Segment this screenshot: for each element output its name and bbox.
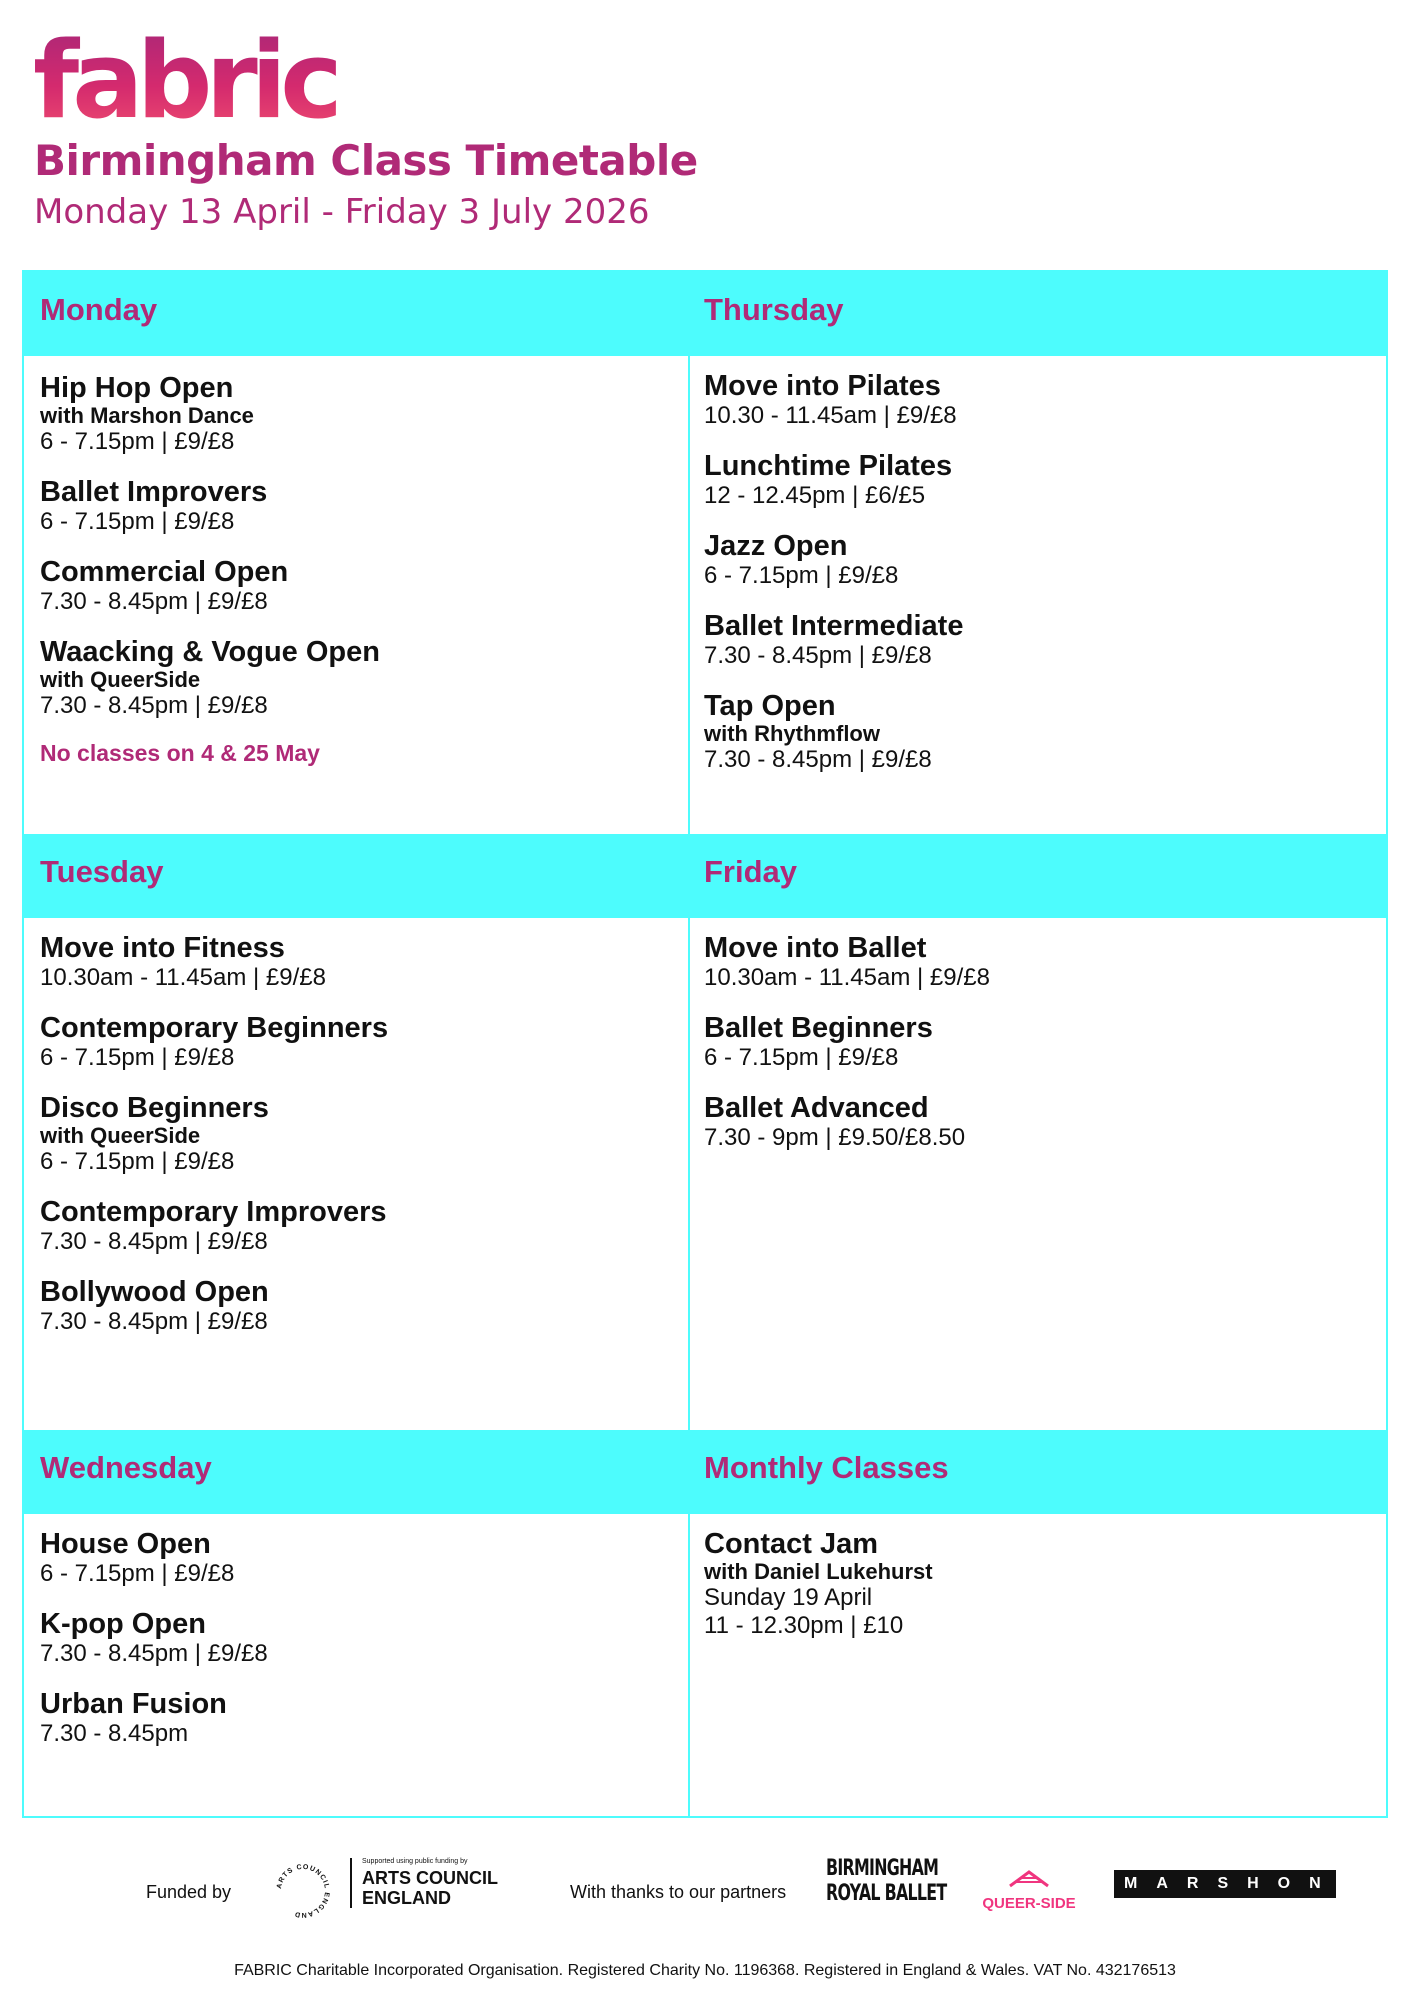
class-entry bbox=[40, 556, 660, 616]
class-name: Contemporary Beginners bbox=[40, 1012, 389, 1044]
monthly-classes bbox=[704, 1528, 1324, 1660]
legal-footer: FABRIC Charitable Incorporated Organisation. Registered Charity No. 1196368. Registered in England & Wales. VAT No. 432176513 bbox=[234, 1962, 1176, 1979]
day-heading-tuesday: Tuesday bbox=[40, 854, 164, 889]
class-name: Commercial Open bbox=[40, 556, 289, 588]
class-entry bbox=[40, 372, 660, 456]
class-entry bbox=[40, 1196, 660, 1256]
class-name: Lunchtime Pilates bbox=[704, 450, 953, 482]
class-instructor: with Daniel Lukehurst bbox=[704, 1559, 933, 1584]
funded-by-label: Funded by bbox=[146, 1882, 232, 1902]
class-time: 7.30 - 8.45pm | £9/£8 bbox=[40, 692, 268, 719]
class-entry bbox=[40, 1608, 660, 1668]
class-time: 6 - 7.15pm | £9/£8 bbox=[40, 1044, 235, 1071]
svg-text:QUEER-SIDE: QUEER-SIDE bbox=[982, 1895, 1076, 1912]
class-name: Move into Pilates bbox=[704, 370, 941, 402]
funders-row bbox=[0, 1840, 1410, 1930]
class-name: Contemporary Improvers bbox=[40, 1196, 387, 1228]
class-time: 11 - 12.30pm | £10 bbox=[704, 1612, 904, 1639]
class-name: Ballet Improvers bbox=[40, 476, 268, 508]
ace-line-2: ENGLAND bbox=[362, 1888, 451, 1908]
day-heading-friday: Friday bbox=[704, 854, 798, 889]
class-entry bbox=[40, 1688, 660, 1748]
class-time: 6 - 7.15pm | £9/£8 bbox=[40, 508, 235, 535]
class-entry bbox=[40, 932, 660, 992]
timetable-grid bbox=[22, 270, 1388, 1818]
partners-label: With thanks to our partners bbox=[570, 1882, 787, 1902]
day-heading-monday: Monday bbox=[40, 292, 158, 327]
class-entry bbox=[40, 636, 660, 720]
class-name: Bollywood Open bbox=[40, 1276, 269, 1308]
class-time: 6 - 7.15pm | £9/£8 bbox=[704, 562, 899, 589]
class-time: 7.30 - 8.45pm | £9/£8 bbox=[40, 1308, 268, 1335]
column-divider bbox=[688, 272, 690, 1816]
class-name: Ballet Intermediate bbox=[704, 610, 964, 642]
class-instructor: with QueerSide bbox=[40, 667, 201, 692]
class-time: 7.30 - 8.45pm | £9/£8 bbox=[704, 642, 932, 669]
closure-note: No classes on 4 & 25 May bbox=[40, 740, 320, 766]
class-time: 12 - 12.45pm | £6/£5 bbox=[704, 482, 926, 509]
class-instructor: with QueerSide bbox=[40, 1123, 201, 1148]
class-entry bbox=[704, 450, 1324, 510]
class-entry bbox=[704, 690, 1324, 774]
class-date: Sunday 19 April bbox=[704, 1584, 873, 1611]
class-name: Tap Open bbox=[704, 690, 836, 722]
class-name: Move into Fitness bbox=[40, 932, 285, 964]
class-name: Waacking & Vogue Open bbox=[40, 636, 380, 668]
class-entry bbox=[704, 530, 1324, 590]
class-entry bbox=[40, 476, 660, 536]
queerside-logo bbox=[974, 1858, 1084, 1918]
class-name: K-pop Open bbox=[40, 1608, 206, 1640]
class-time: 7.30 - 8.45pm | £9/£8 bbox=[704, 746, 932, 773]
class-time: 7.30 - 8.45pm bbox=[40, 1720, 189, 1747]
ace-line-1: ARTS COUNCIL bbox=[362, 1868, 498, 1888]
class-entry bbox=[704, 932, 1324, 992]
class-name: Ballet Beginners bbox=[704, 1012, 933, 1044]
brb-line-2: ROYAL BALLET bbox=[826, 1881, 947, 1906]
day-heading-monthly: Monthly Classes bbox=[704, 1450, 949, 1485]
class-entry bbox=[704, 1012, 1324, 1072]
class-name: Disco Beginners bbox=[40, 1092, 269, 1124]
brb-line-1: BIRMINGHAM bbox=[826, 1856, 939, 1881]
fabric-logo: fabric bbox=[33, 19, 336, 142]
class-name: Ballet Advanced bbox=[704, 1092, 929, 1124]
class-name: Move into Ballet bbox=[704, 932, 927, 964]
svg-text:ARTS COUNCIL ENGLAND: ARTS COUNCIL ENGLAND bbox=[276, 1863, 331, 1919]
class-name: Jazz Open bbox=[704, 530, 848, 562]
day-heading-thursday: Thursday bbox=[704, 292, 844, 327]
class-time: 10.30am - 11.45am | £9/£8 bbox=[704, 964, 990, 991]
class-time: 6 - 7.15pm | £9/£8 bbox=[40, 1148, 235, 1175]
ace-supported-text: Supported using public funding by bbox=[362, 1858, 468, 1865]
class-time: 6 - 7.15pm | £9/£8 bbox=[704, 1044, 899, 1071]
class-name: Urban Fusion bbox=[40, 1688, 227, 1720]
class-name: Hip Hop Open bbox=[40, 372, 234, 404]
friday-classes bbox=[704, 932, 1324, 1172]
marshon-logo: MARSHON bbox=[1114, 1870, 1336, 1898]
tuesday-classes bbox=[40, 932, 660, 1356]
class-entry bbox=[40, 1092, 660, 1176]
class-entry bbox=[704, 370, 1324, 430]
birmingham-royal-ballet-logo bbox=[826, 1856, 946, 1906]
class-time: 6 - 7.15pm | £9/£8 bbox=[40, 428, 235, 455]
class-entry bbox=[704, 1092, 1324, 1152]
monday-classes bbox=[40, 372, 660, 767]
date-range: Monday 13 April - Friday 3 July 2026 bbox=[34, 192, 650, 232]
class-entry bbox=[704, 610, 1324, 670]
class-time: 10.30 - 11.45am | £9/£8 bbox=[704, 402, 957, 429]
class-time: 7.30 - 8.45pm | £9/£8 bbox=[40, 1228, 268, 1255]
thursday-classes bbox=[704, 370, 1324, 794]
class-name: Contact Jam bbox=[704, 1528, 879, 1560]
class-entry bbox=[40, 1276, 660, 1336]
class-entry bbox=[704, 1528, 1324, 1640]
page-title: Birmingham Class Timetable bbox=[34, 136, 698, 185]
class-entry bbox=[40, 1528, 660, 1588]
class-time: 7.30 - 8.45pm | £9/£8 bbox=[40, 1640, 268, 1667]
arts-council-wordmark bbox=[350, 1858, 498, 1908]
class-time: 7.30 - 9pm | £9.50/£8.50 bbox=[704, 1124, 966, 1151]
class-name: House Open bbox=[40, 1528, 211, 1560]
class-time: 7.30 - 8.45pm | £9/£8 bbox=[40, 588, 268, 615]
class-time: 10.30am - 11.45am | £9/£8 bbox=[40, 964, 326, 991]
class-entry bbox=[40, 1012, 660, 1072]
class-time: 6 - 7.15pm | £9/£8 bbox=[40, 1560, 235, 1587]
wednesday-classes bbox=[40, 1528, 660, 1768]
arts-council-ring-logo bbox=[272, 1860, 334, 1922]
day-heading-wednesday: Wednesday bbox=[40, 1450, 212, 1485]
class-instructor: with Marshon Dance bbox=[40, 403, 254, 428]
class-instructor: with Rhythmflow bbox=[704, 721, 880, 746]
